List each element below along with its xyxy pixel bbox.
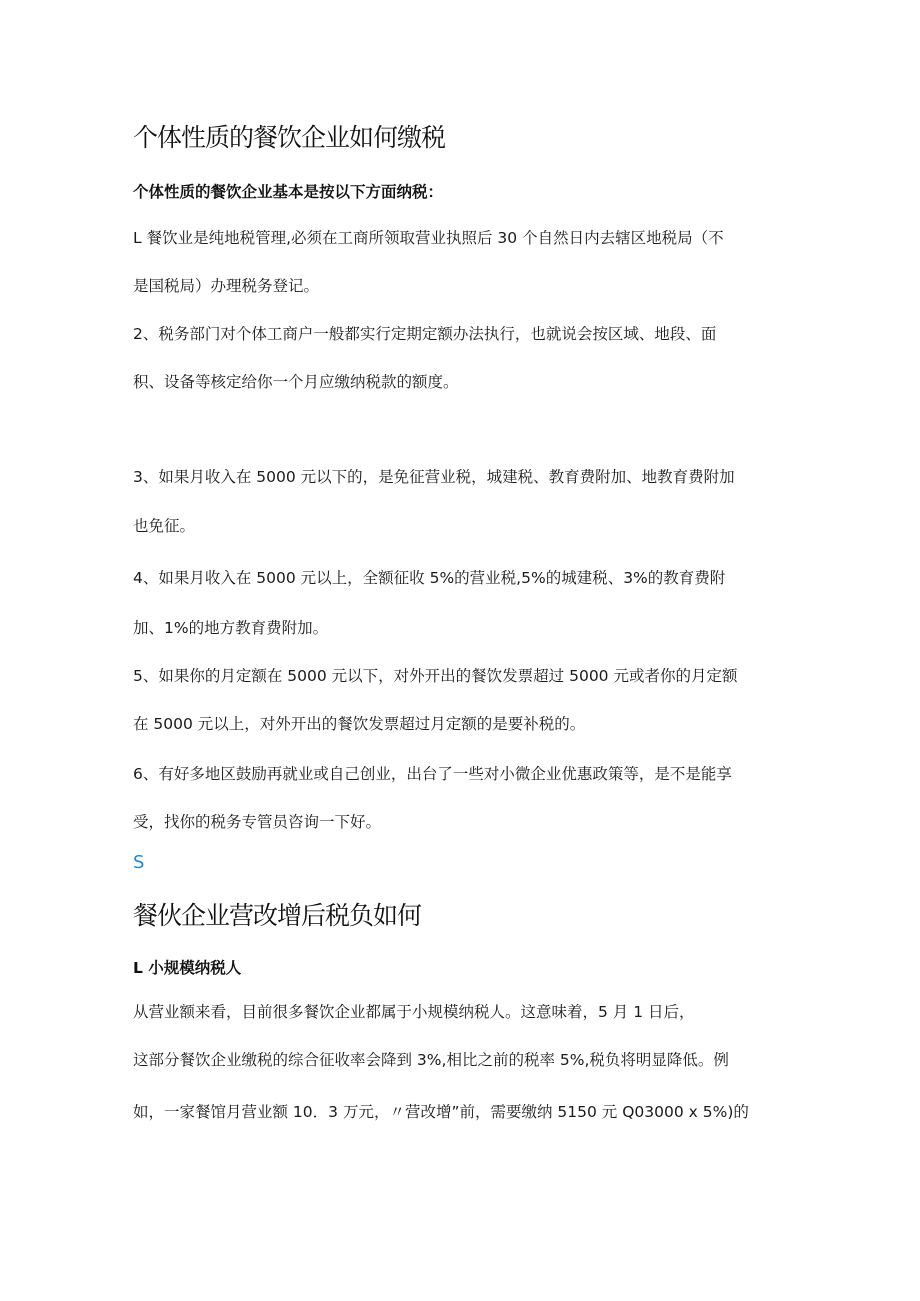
paragraph-line: 也免征。 <box>133 517 196 535</box>
paragraph-line: 5、如果你的月定额在 5000 元以下，对外开出的餐饮发票超过 5000 元或者你的月定额 <box>133 667 738 685</box>
paragraph-line: 是国税局）办理税务登记。 <box>133 277 320 295</box>
paragraph-line: 如，一家餐馆月营业额 10．3 万元，〃营改增”前，需要缴纳 5150 元 Q03000 x 5%)的 <box>133 1103 749 1121</box>
paragraph-line: 3、如果月收入在 5000 元以下的，是免征营业税，城建税、教育费附加、地教育费附加 <box>133 468 735 486</box>
paragraph-line: 6、有好多地区鼓励再就业或自己创业，出台了一些对小微企业优惠政策等，是不是能享 <box>133 765 732 783</box>
section-marker: S <box>133 852 145 873</box>
paragraph-line: 加、1%的地方教育费附加。 <box>133 619 329 637</box>
section1-subtitle: 个体性质的餐饮企业基本是按以下方面纳税： <box>133 183 444 201</box>
paragraph-line: 4、如果月收入在 5000 元以上，全额征收 5%的营业税,5%的城建税、3%的教育费附 <box>133 569 726 587</box>
paragraph-line: 2、税务部门对个体工商户一般都实行定期定额办法执行，也就说会按区域、地段、面 <box>133 325 717 343</box>
paragraph-line: L 餐饮业是纯地税管理,必须在工商所领取营业执照后 30 个自然日内去辖区地税局（不 <box>133 229 724 247</box>
section2-subtitle: L 小规模纳税人 <box>133 959 242 977</box>
paragraph-line: 在 5000 元以上，对外开出的餐饮发票超过月定额的是要补税的。 <box>133 715 586 733</box>
paragraph-line: 从营业额来看，目前很多餐饮企业都属于小规模纳税人。这意味着，5 月 1 日后， <box>133 1003 695 1021</box>
paragraph-line: 这部分餐饮企业缴税的综合征收率会降到 3%,相比之前的税率 5%,税负将明显降低。例 <box>133 1051 729 1069</box>
section2-title: 餐伙企业营改增后税负如何 <box>133 901 422 930</box>
section1-title: 个体性质的餐饮企业如何缴税 <box>133 123 446 152</box>
paragraph-line: 受，找你的税务专管员咨询一下好。 <box>133 813 382 831</box>
paragraph-line: 积、设备等核定给你一个月应缴纳税款的额度。 <box>133 373 459 391</box>
